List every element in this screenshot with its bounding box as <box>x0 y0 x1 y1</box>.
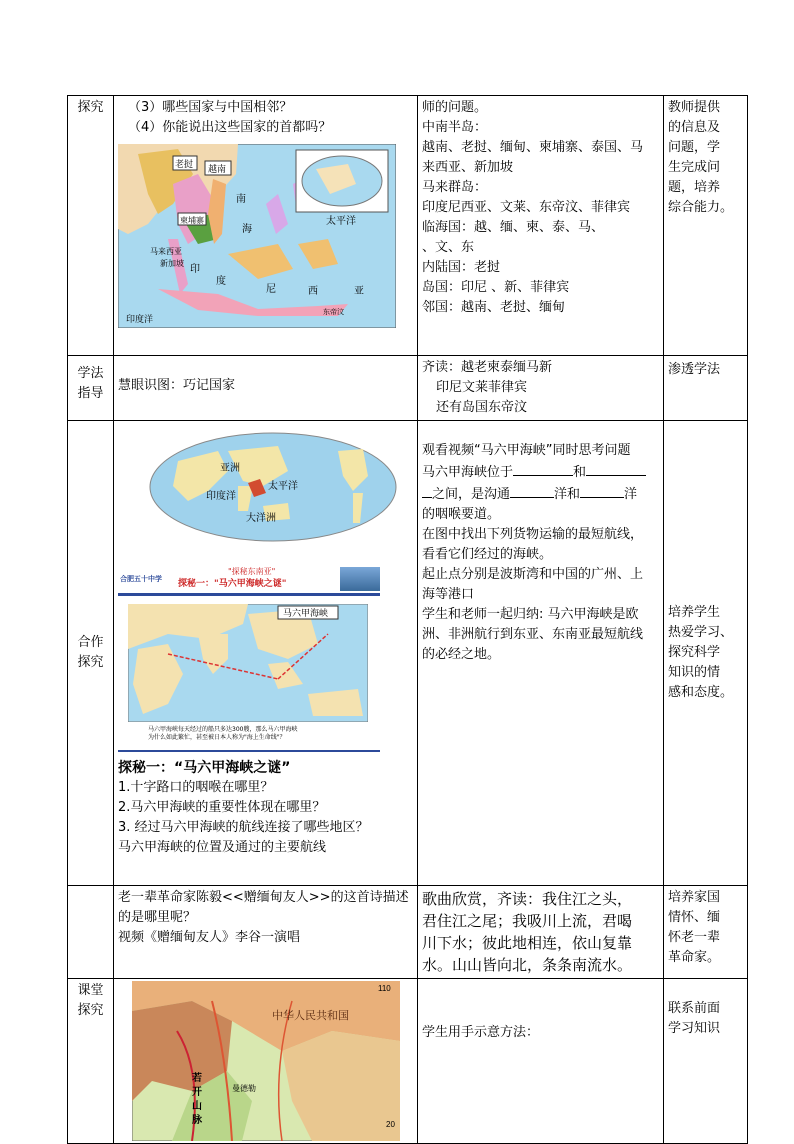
row-label <box>68 886 114 979</box>
intent-line: 生完成问 <box>668 160 721 175</box>
intent-line: 的信息及 <box>668 120 721 135</box>
strait-caption-1: 马六甲海峡每天经过的船只多达300艘，那么马六甲海峡 <box>148 726 298 733</box>
intent-line: 感和态度。 <box>668 685 734 700</box>
intent-line: 革命家。 <box>668 950 721 965</box>
method-text: 慧眼识图：巧记国家 <box>118 378 236 393</box>
svg-text:东帝汶: 东帝汶 <box>323 309 344 316</box>
svg-text:越南: 越南 <box>208 164 227 174</box>
label-text: 学法 <box>77 366 104 381</box>
label-text: 合作 <box>77 635 104 650</box>
intent-line: 联系前面 <box>668 1001 721 1016</box>
student-activity <box>418 886 664 979</box>
design-intent <box>664 886 748 979</box>
row-label <box>68 979 114 1144</box>
svg-text:110: 110 <box>378 984 391 993</box>
student-line: 学生和老师一起归纳: 马六甲海峡是欧 <box>422 607 639 622</box>
svg-text:尼: 尼 <box>266 284 276 295</box>
teacher-content <box>114 421 418 886</box>
intent-line: 怀老一辈 <box>668 930 721 945</box>
design-intent <box>664 421 748 886</box>
row-label <box>68 356 114 421</box>
row-cooperative-inquiry <box>68 421 748 886</box>
student-line: 印尼文莱菲律宾 <box>436 380 528 395</box>
svg-text:太平洋: 太平洋 <box>268 481 298 492</box>
student-line: 印度尼西亚、文莱、东帝汶、菲律宾 <box>422 200 631 215</box>
strait-map <box>128 604 368 722</box>
design-intent <box>664 979 748 1144</box>
student-activity <box>418 979 664 1144</box>
label-text: 探究 <box>77 655 104 670</box>
student-line: 学生用手示意方法： <box>422 1025 540 1040</box>
student-activity <box>418 421 664 886</box>
student-line: 的必经之地。 <box>422 647 501 662</box>
poem-line: 川下水；彼此地相连，依山复靠 <box>422 934 633 952</box>
poem-video: 视频《赠缅甸友人》李谷一演唱 <box>118 930 301 945</box>
banner-photo <box>340 567 380 591</box>
student-line: 中南半岛： <box>422 120 488 135</box>
southeast-asia-map <box>118 144 396 328</box>
svg-text:印: 印 <box>190 264 200 275</box>
inquiry-question: 1.十字路口的咽喉在哪里？ <box>118 780 274 795</box>
label-text: 课堂 <box>77 983 104 998</box>
row-label <box>68 421 114 886</box>
student-activity <box>418 356 664 421</box>
school-motto: 合肥五十中学 <box>120 575 162 583</box>
label-text: 指导 <box>77 386 104 401</box>
student-line: 观看视频“马六甲海峡”同时思考问题 <box>422 443 631 458</box>
svg-text:20: 20 <box>386 1120 395 1129</box>
banner-subtitle: 探秘一："马六甲海峡之谜" <box>178 579 287 589</box>
intent-line: 渗透学法 <box>668 362 721 377</box>
svg-text:山: 山 <box>192 1101 202 1112</box>
svg-text:印度洋: 印度洋 <box>126 314 154 324</box>
teacher-content <box>114 96 418 356</box>
myanmar-terrain-map <box>132 981 400 1141</box>
row-poem <box>68 886 748 979</box>
svg-text:曼德勒: 曼德勒 <box>232 1084 256 1093</box>
student-line: 起止点分别是波斯湾和中国的广州、上 <box>422 567 644 582</box>
teacher-content <box>114 886 418 979</box>
svg-text:开: 开 <box>192 1087 202 1098</box>
row-study-method <box>68 356 748 421</box>
lesson-plan-table <box>67 95 748 1144</box>
label-text: 探究 <box>77 100 104 115</box>
slide-banner <box>118 567 380 596</box>
svg-text:印度洋: 印度洋 <box>206 491 236 502</box>
teacher-content <box>114 979 418 1144</box>
design-intent <box>664 356 748 421</box>
inquiry-question: 3. 经过马六甲海峡的航线连接了哪些地区？ <box>118 820 369 835</box>
intent-line: 教师提供 <box>668 100 721 115</box>
label-text: 探究 <box>77 1003 104 1018</box>
student-line: 来西亚、新加坡 <box>422 160 514 175</box>
svg-text:新加坡: 新加坡 <box>160 259 184 268</box>
poem-intro: 的是哪里呢？ <box>118 910 197 925</box>
intent-line: 探究科学 <box>668 645 721 660</box>
student-line: 临海国：越、缅、柬、泰、马、 <box>422 220 605 235</box>
intent-line: 热爱学习、 <box>668 625 734 640</box>
intent-line: 培养家国 <box>668 890 721 905</box>
intent-line: 情怀、缅 <box>668 910 721 925</box>
student-line: 马来群岛： <box>422 180 488 195</box>
svg-text:海: 海 <box>242 224 252 235</box>
svg-text:亚洲: 亚洲 <box>220 463 240 474</box>
poem-line: 歌曲欣赏，齐读：我住江之头， <box>422 890 633 908</box>
inquiry-question: 2.马六甲海峡的重要性体现在哪里？ <box>118 800 326 815</box>
intent-line: 综合能力。 <box>668 200 734 215</box>
svg-text:亚: 亚 <box>354 286 364 297</box>
inquiry-question: 马六甲海峡的位置及通过的主要航线 <box>118 840 327 855</box>
student-line: 在图中找出下列货物运输的最短航线， <box>422 527 644 542</box>
intent-line: 题，培养 <box>668 180 721 195</box>
intent-line: 知识的情 <box>668 665 721 680</box>
student-line: 岛国：印尼 、新、菲律宾 <box>422 280 570 295</box>
svg-text:马六甲海峡: 马六甲海峡 <box>283 608 329 618</box>
student-line: 邻国：越南、老挝、缅甸 <box>422 300 566 315</box>
poem-intro: 老一辈革命家陈毅<<赠缅甸友人>>的这首诗描述 <box>118 890 409 905</box>
teacher-content <box>114 356 418 421</box>
strait-fill-line-1: 马六甲海峡位于 和 <box>422 461 659 483</box>
svg-text:马来西亚: 马来西亚 <box>150 247 182 256</box>
student-line: 越南、老挝、缅甸、柬埔寨、泰国、马 <box>422 140 644 155</box>
svg-text:若: 若 <box>192 1073 202 1084</box>
inquiry-heading: 探秘一：“马六甲海峡之谜” <box>118 760 291 776</box>
intent-line: 学习知识 <box>668 1021 721 1036</box>
student-line: 的咽喉要道。 <box>422 507 501 522</box>
poem-line: 君住江之尾；我吸川上流，君喝 <box>422 912 633 930</box>
question-4: （4）你能说出这些国家的首都吗？ <box>128 120 332 135</box>
svg-text:柬埔寨: 柬埔寨 <box>180 216 204 225</box>
strait-caption-2: 为什么如此繁忙，甚至被日本人称为"海上生命线"？ <box>148 734 286 741</box>
svg-text:中华人民共和国: 中华人民共和国 <box>272 1010 349 1022</box>
svg-text:老挝: 老挝 <box>175 159 194 169</box>
svg-text:度: 度 <box>216 276 226 287</box>
world-map <box>148 431 398 543</box>
svg-text:脉: 脉 <box>192 1115 202 1126</box>
design-intent <box>664 96 748 356</box>
student-line: 师的问题。 <box>422 100 488 115</box>
slide-divider <box>118 750 380 752</box>
row-label <box>68 96 114 356</box>
student-line: 洲、非洲航行到东亚、东南亚最短航线 <box>422 627 644 642</box>
svg-text:大洋洲: 大洋洲 <box>246 513 276 524</box>
svg-text:南: 南 <box>236 194 246 205</box>
svg-text:太平洋: 太平洋 <box>326 216 356 227</box>
banner-title: "探秘东南亚" <box>228 567 276 576</box>
student-line: 、文、东 <box>422 240 475 255</box>
row-classroom-inquiry <box>68 979 748 1144</box>
student-line: 看看它们经过的海峡。 <box>422 547 553 562</box>
row-explore <box>68 96 748 356</box>
svg-text:西: 西 <box>308 286 318 297</box>
student-line: 内陆国：老挝 <box>422 260 501 275</box>
student-activity <box>418 96 664 356</box>
student-line: 还有岛国东帝汶 <box>436 400 528 415</box>
poem-line: 水。山山皆向北，条条南流水。 <box>422 956 633 974</box>
intent-line: 问题，学 <box>668 140 721 155</box>
strait-fill-line-2: 之间，是沟通 洋和 洋 <box>422 483 659 505</box>
student-line: 齐读：越老柬泰缅马新 <box>422 360 553 375</box>
intent-line: 培养学生 <box>668 605 721 620</box>
student-line: 海等港口 <box>422 587 475 602</box>
question-3: （3）哪些国家与中国相邻？ <box>128 100 293 115</box>
